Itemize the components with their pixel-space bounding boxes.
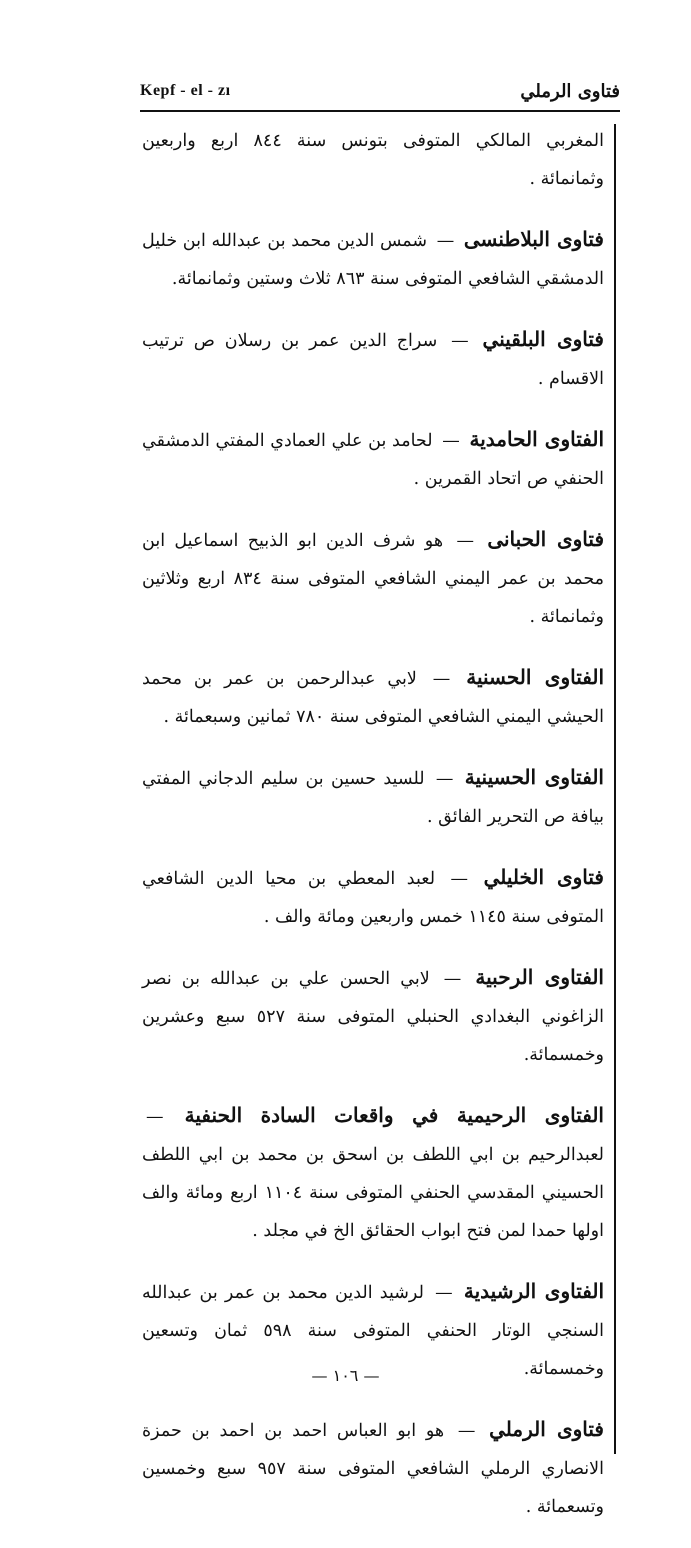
entry-title: فتاوى الحبانى: [487, 527, 604, 551]
header-transliterated-title: Kepf - el - zı: [140, 82, 231, 99]
margin-rule: [614, 124, 616, 1454]
entry-dash: —: [420, 669, 463, 689]
entry-1: [142, 220, 604, 298]
entry-5: [142, 658, 604, 736]
entry-text: للسيد حسين بن سليم الدجاني المفتي بيافة ص التحرير الفائق .: [142, 769, 604, 827]
header-arabic-title: فتاوى الرملي: [520, 80, 620, 102]
entry-title: الفتاوى الرشيدية: [463, 1279, 604, 1303]
page-number: — ١٠٦ —: [311, 1366, 380, 1385]
entry-title: فتاوى الخليلي: [483, 865, 604, 889]
entry-dash: —: [439, 869, 480, 889]
entry-title: فتاوى البلقيني: [482, 327, 604, 351]
entry-text: لعبدالرحيم بن ابي اللطف بن اسحق بن محمد بن ابي اللطف الحسيني المقدسي الحنفي المتوفى سنة ١١٠٤ اربع ومائة والف اولها حمدا لمن فتح ابواب الحقائق الخ في مجلد .: [142, 1145, 604, 1241]
entry-4: [142, 520, 604, 636]
running-header: [140, 76, 620, 106]
entry-8: [142, 958, 604, 1074]
entry-text: هو شرف الدين ابو الذبيح اسماعيل ابن محمد بن عمر اليمني الشافعي المتوفى سنة ٨٣٤ اربع وثلاثين وثمانمائة .: [142, 531, 604, 627]
entry-title: الفتاوى الحسينية: [464, 765, 604, 789]
entries-column: [142, 122, 604, 1548]
entry-text: لابي عبدالرحمن بن عمر بن محمد الحيشي اليمني الشافعي المتوفى سنة ٧٨٠ ثمانين وسبعمائة .: [142, 669, 604, 727]
entry-dash: —: [447, 531, 484, 551]
entry-text: لعبد المعطي بن محيا الدين الشافعي المتوفى سنة ١١٤٥ خمس واربعين ومائة والف .: [142, 869, 604, 927]
entry-dash: —: [428, 769, 461, 789]
entry-0: [142, 122, 604, 198]
entry-title: الفتاوى الحامدية: [469, 427, 604, 451]
entry-text: لرشيد الدين محمد بن عمر بن عبدالله السنجي الوتار الحنفي المتوفى سنة ٥٩٨ ثمان وتسعين وخمسمائة.: [142, 1283, 604, 1379]
entry-2: [142, 320, 604, 398]
entry-text: لابي الحسن علي بن عبدالله بن نصر الزاغوني البغدادي الحنبلي المتوفى سنة ٥٢٧ سبع وعشرين وخمسمائة.: [142, 969, 604, 1065]
entry-7: [142, 858, 604, 936]
entry-dash: —: [427, 1283, 460, 1303]
entry-title: فتاوى الرملي: [489, 1417, 604, 1441]
entry-dash: —: [431, 231, 460, 251]
entry-9: [142, 1096, 604, 1250]
entry-text: شمس الدين محمد بن عبدالله ابن خليل الدمشقي الشافعي المتوفى سنة ٨٦٣ ثلاث وستين وثمانمائة.: [142, 231, 604, 289]
entry-text: هو ابو العباس احمد بن احمد بن حمزة الانصاري الرملي الشافعي المتوفى سنة ٩٥٧ سبع وخمسين وتسعمائة .: [142, 1421, 604, 1517]
entry-text: المغربي المالكي المتوفى بتونس سنة ٨٤٤ اربع واربعين وثمانمائة .: [142, 131, 604, 189]
entry-dash: —: [448, 1421, 486, 1441]
entry-11: [142, 1410, 604, 1526]
entry-dash: —: [436, 431, 466, 451]
entry-3: [142, 420, 604, 498]
entry-title: فتاوى البلاطنسى: [463, 227, 604, 251]
entry-title: الفتاوى الرحبية: [475, 965, 604, 989]
entry-text: لحامد بن علي العمادي المفتي الدمشقي الحنفي ص اتحاد القمرين .: [142, 431, 604, 489]
header-divider: [140, 110, 620, 112]
entry-title: الفتاوى الحسنية: [466, 665, 604, 689]
entry-text: سراج الدين عمر بن رسلان ص ترتيب الاقسام .: [142, 331, 604, 389]
entry-dash: —: [433, 969, 472, 989]
entry-title: الفتاوى الرحيمية في واقعات السادة الحنفية: [184, 1103, 604, 1127]
entry-dash: —: [441, 331, 479, 351]
entry-dash: —: [146, 1107, 181, 1127]
entry-6: [142, 758, 604, 836]
